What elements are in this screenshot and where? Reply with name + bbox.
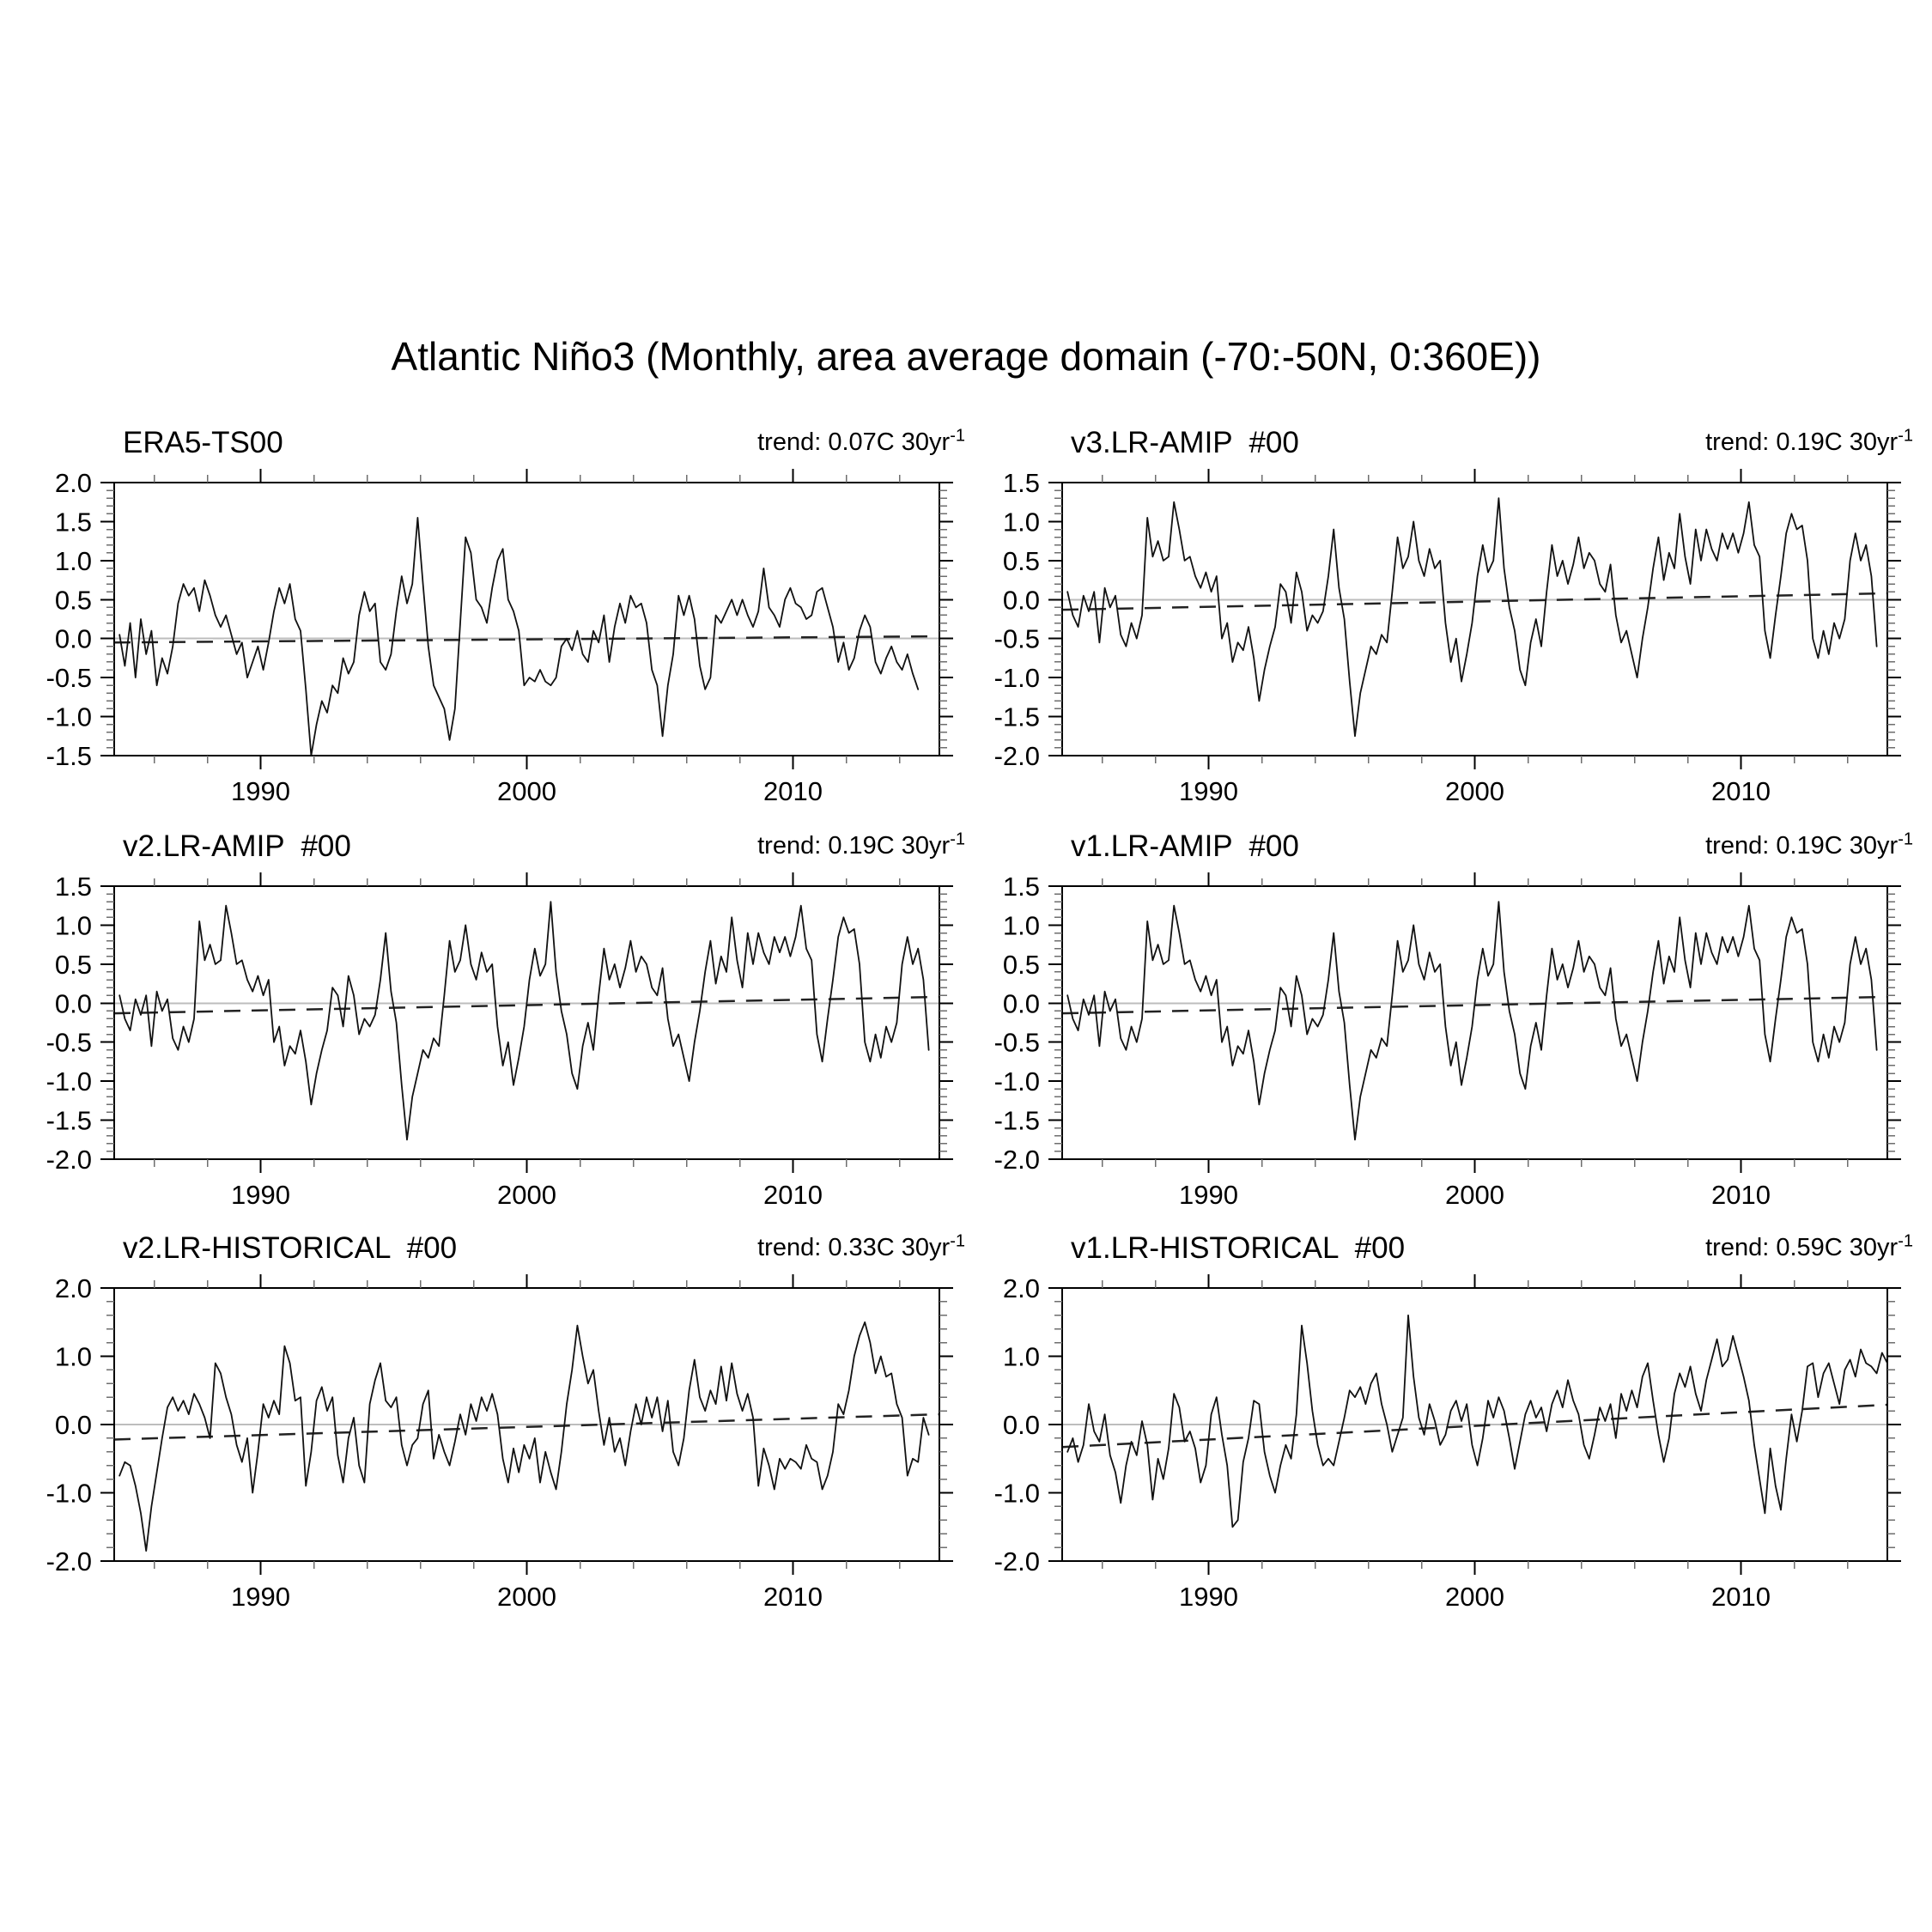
panel-header	[114, 421, 965, 460]
y-tick-label: 0.5	[1002, 545, 1040, 576]
y-tick-label: 2.0	[1002, 1273, 1040, 1303]
y-tick-label: -2.0	[46, 1546, 92, 1577]
y-tick-label: 1.5	[54, 872, 92, 902]
trend-exponent: -1	[950, 829, 965, 849]
series-line	[119, 1322, 928, 1551]
y-tick-label: 0.0	[54, 988, 92, 1019]
y-tick-label: 0.5	[54, 949, 92, 980]
x-tick-label: 2000	[497, 776, 556, 806]
y-tick-label: 1.0	[54, 910, 92, 941]
x-tick-label: 2000	[1445, 1582, 1504, 1612]
x-tick-label: 2010	[763, 776, 823, 806]
panel-header	[1062, 824, 1913, 864]
x-tick-label: 1990	[231, 776, 290, 806]
series-line	[119, 518, 918, 756]
x-tick-label: 2010	[1711, 776, 1771, 806]
y-tick-label: -1.0	[993, 663, 1040, 694]
x-tick-label: 2000	[497, 1180, 556, 1210]
panel-title: v1.LR-HISTORICAL #00	[1071, 1231, 1406, 1265]
x-tick-label: 1990	[1179, 776, 1238, 806]
panel-title: ERA5-TS00	[123, 426, 283, 459]
series-line	[1067, 902, 1876, 1139]
y-tick-label: -1.5	[46, 741, 92, 771]
x-tick-label: 1990	[231, 1582, 290, 1612]
trend-exponent: -1	[1898, 1231, 1913, 1251]
panel-trend-label: trend: 0.19C $30yr^{-1}$	[757, 829, 965, 860]
x-tick-label: 1990	[231, 1180, 290, 1210]
y-tick-label: -1.0	[46, 1478, 92, 1509]
y-tick-label: 1.0	[1002, 507, 1040, 538]
x-tick-label: 2010	[763, 1180, 823, 1210]
panel-header	[1062, 421, 1913, 460]
y-tick-label: -1.5	[993, 702, 1040, 732]
trend-line	[114, 1414, 939, 1439]
figure-title: Atlantic Niño3 (Monthly, area average domain (-70:-50N, 0:360E))	[391, 334, 1541, 379]
y-tick-label: 0.0	[54, 1410, 92, 1440]
y-tick-label: 1.0	[1002, 1341, 1040, 1372]
x-tick-label: 2010	[1711, 1582, 1771, 1612]
y-tick-label: -1.5	[46, 1105, 92, 1136]
x-tick-label: 2010	[763, 1582, 823, 1612]
panel-trend-label: trend: 0.19C $30yr^{-1}$	[1705, 829, 1913, 860]
x-tick-label: 2010	[1711, 1180, 1771, 1210]
y-tick-label: 2.0	[54, 468, 92, 498]
y-tick-label: -0.5	[46, 1027, 92, 1058]
x-tick-label: 2000	[1445, 776, 1504, 806]
y-tick-label: 1.0	[54, 545, 92, 576]
plot-box	[114, 483, 939, 756]
x-tick-label: 2000	[1445, 1180, 1504, 1210]
y-tick-label: -2.0	[993, 1546, 1040, 1577]
panel-header	[114, 824, 965, 864]
y-tick-label: -1.0	[993, 1066, 1040, 1097]
y-tick-label: 0.0	[1002, 1410, 1040, 1440]
panel-trend-label: trend: 0.59C $30yr^{-1}$	[1705, 1231, 1913, 1261]
trend-exponent: -1	[950, 426, 965, 446]
panel-trend-label: trend: 0.07C $30yr^{-1}$	[757, 426, 965, 456]
panel-title: v2.LR-AMIP #00	[123, 829, 351, 863]
series-line	[1067, 1315, 1887, 1528]
y-tick-label: -1.0	[46, 1066, 92, 1097]
x-tick-label: 1990	[1179, 1582, 1238, 1612]
y-tick-label: 0.0	[1002, 585, 1040, 616]
y-tick-label: 1.5	[1002, 468, 1040, 498]
x-tick-label: 1990	[1179, 1180, 1238, 1210]
y-tick-label: -0.5	[993, 623, 1040, 654]
x-tick-label: 2000	[497, 1582, 556, 1612]
panel-header	[114, 1226, 965, 1266]
y-tick-label: -0.5	[46, 663, 92, 694]
y-tick-label: -1.5	[993, 1105, 1040, 1136]
y-tick-label: -1.0	[46, 702, 92, 732]
panel-title: v3.LR-AMIP #00	[1071, 426, 1299, 459]
y-tick-label: 0.5	[54, 585, 92, 616]
y-tick-label: 1.5	[1002, 872, 1040, 902]
series-line	[119, 902, 928, 1139]
y-tick-label: 1.0	[1002, 910, 1040, 941]
panel-title: v1.LR-AMIP #00	[1071, 829, 1299, 863]
y-tick-label: -2.0	[993, 741, 1040, 771]
panel-header	[1062, 1226, 1913, 1266]
y-tick-label: 2.0	[54, 1273, 92, 1303]
y-tick-label: 0.5	[1002, 949, 1040, 980]
panel-title: v2.LR-HISTORICAL #00	[123, 1231, 458, 1265]
y-tick-label: 0.0	[1002, 988, 1040, 1019]
y-tick-label: 0.0	[54, 623, 92, 654]
series-line	[1067, 498, 1876, 736]
y-tick-label: -0.5	[993, 1027, 1040, 1058]
trend-exponent: -1	[950, 1231, 965, 1251]
y-tick-label: -2.0	[993, 1145, 1040, 1175]
trend-exponent: -1	[1898, 426, 1913, 446]
panel-trend-label: trend: 0.33C $30yr^{-1}$	[757, 1231, 965, 1261]
y-tick-label: -1.0	[993, 1478, 1040, 1509]
y-tick-label: -2.0	[46, 1145, 92, 1175]
trend-exponent: -1	[1898, 829, 1913, 849]
y-tick-label: 1.0	[54, 1341, 92, 1372]
panel-trend-label: trend: 0.19C $30yr^{-1}$	[1705, 426, 1913, 456]
y-tick-label: 1.5	[54, 507, 92, 538]
